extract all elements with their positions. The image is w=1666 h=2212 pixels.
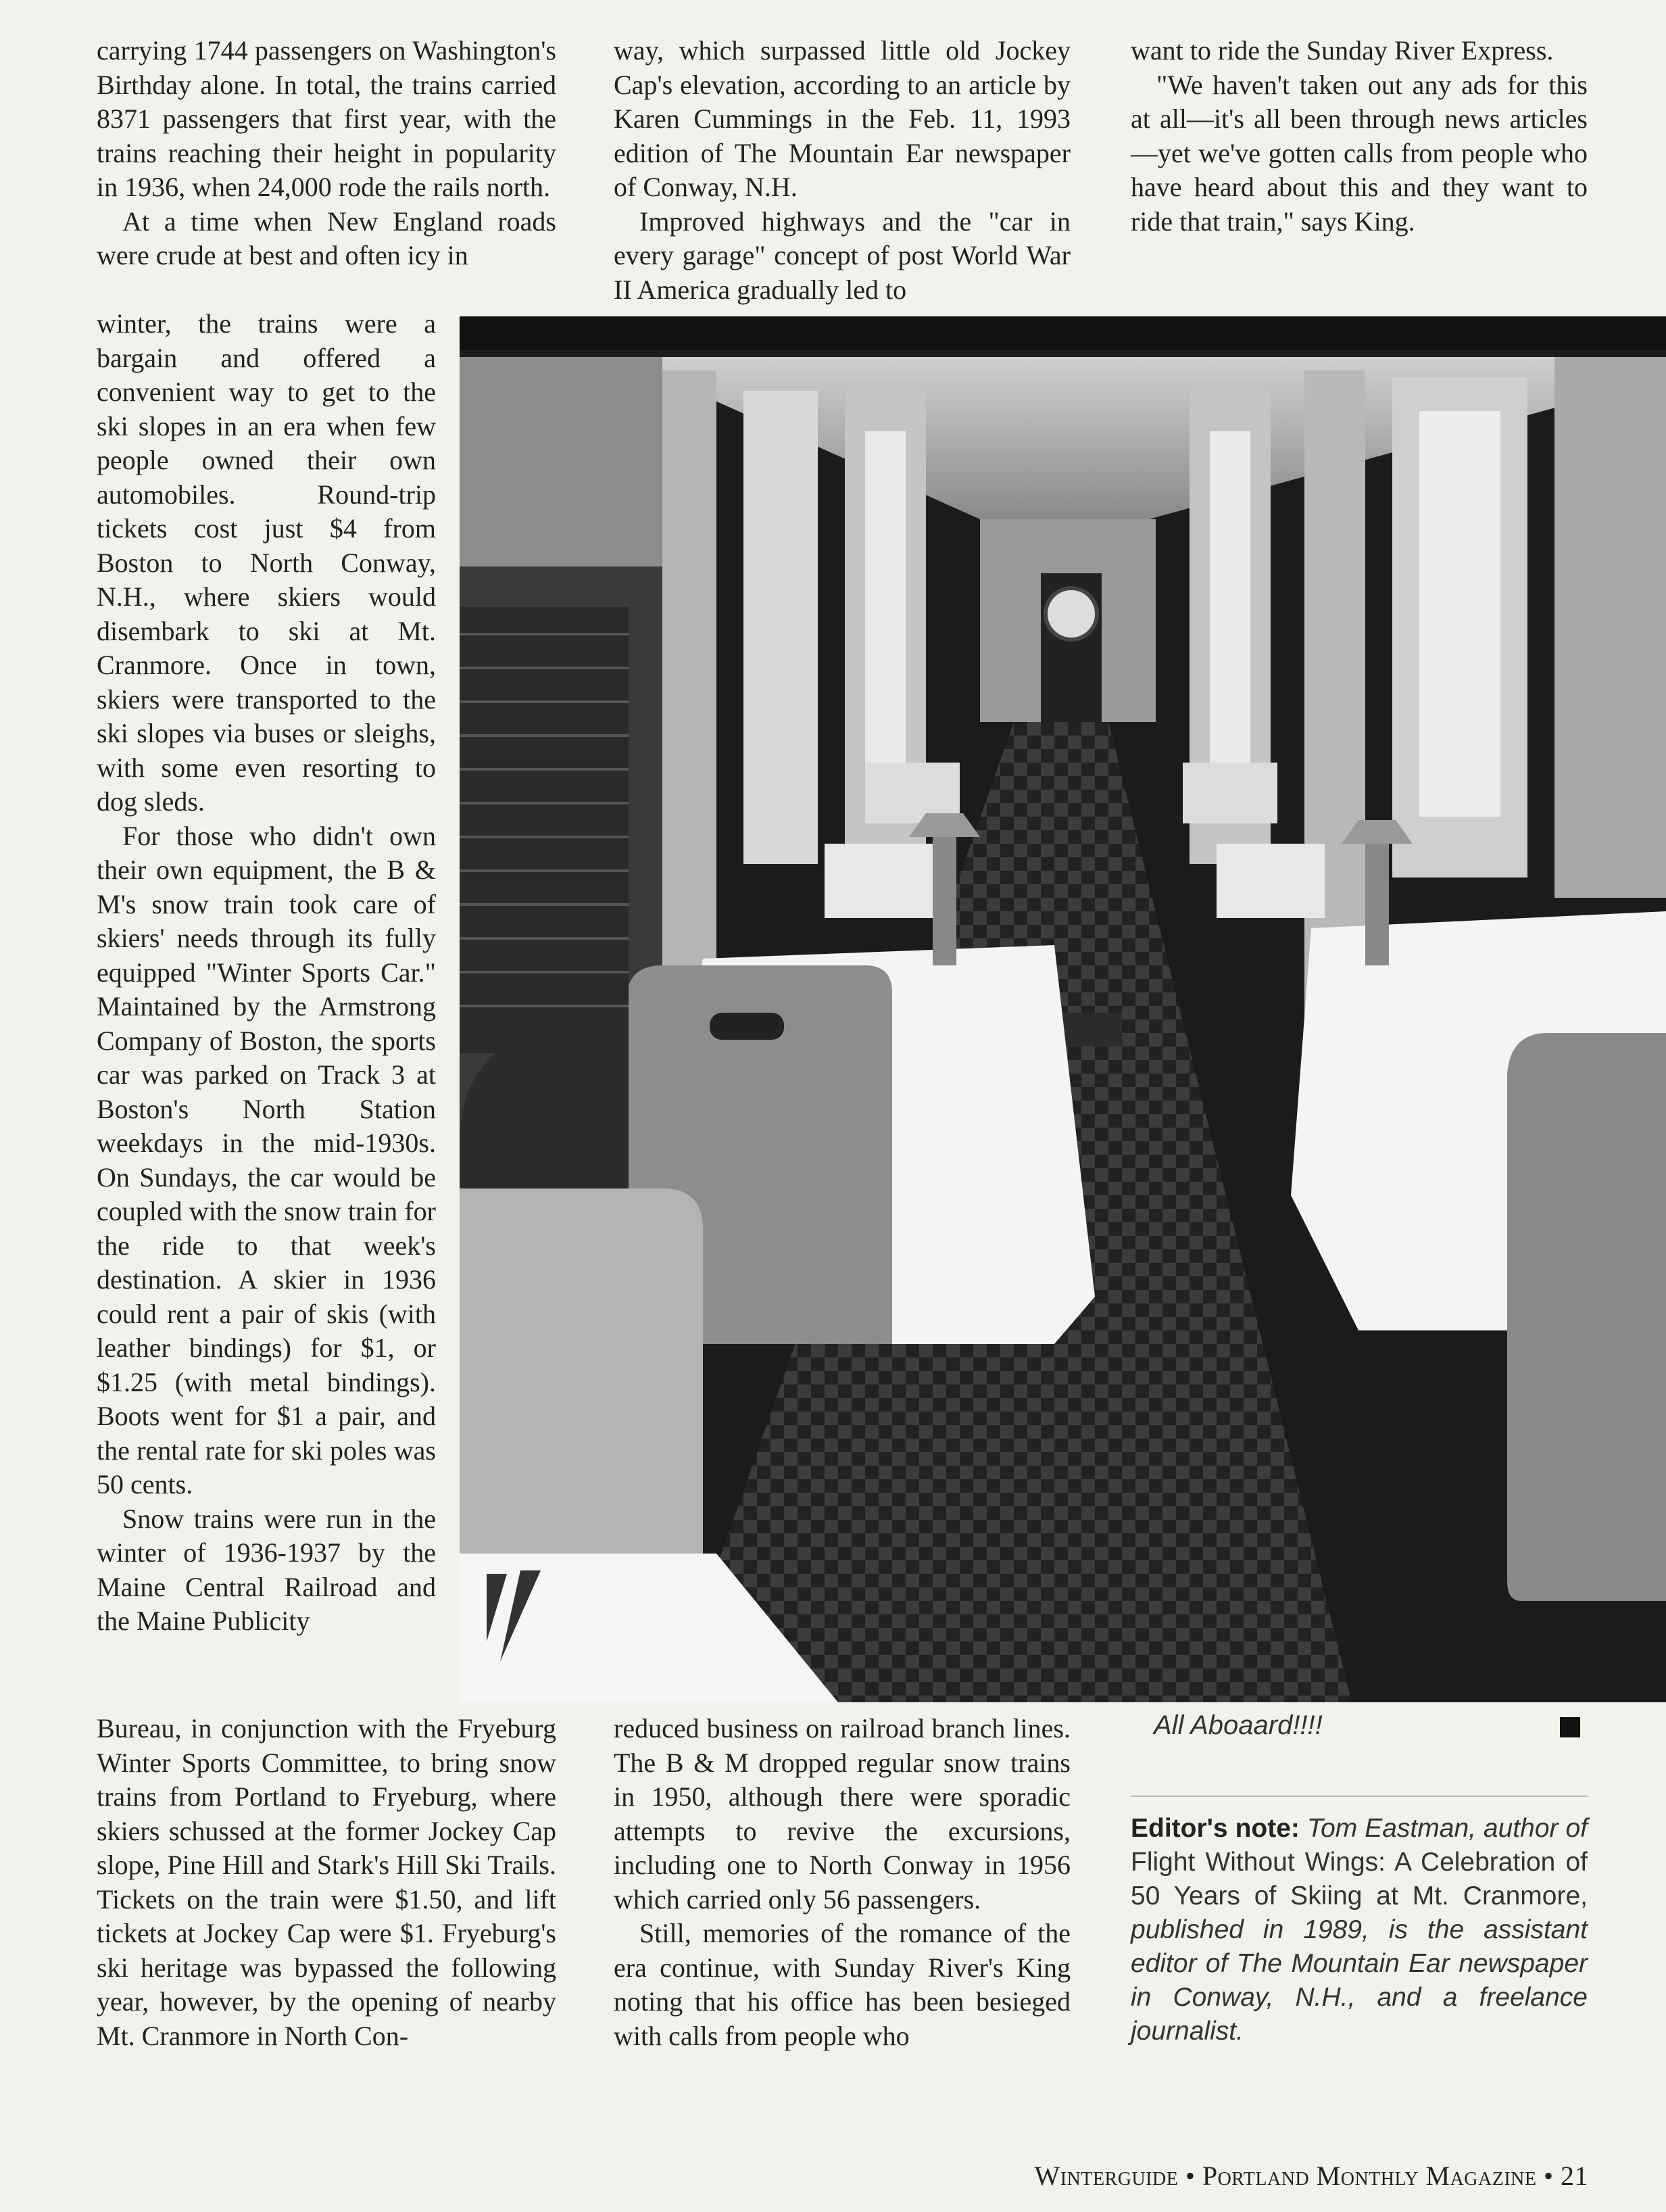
paragraph: Snow trains were run in the winter of 1936-1937 by the Maine Central Railroad and the Maine Publicity	[97, 1503, 436, 1636]
editors-note-label: Editor's note:	[1131, 1814, 1300, 1843]
editors-note-text: Tom Eastman, author of	[1306, 1814, 1588, 1843]
editors-note	[1131, 1812, 1588, 2048]
paragraph: winter, the trains were a bargain and offered a convenient way to get to the ski slopes in an era when few people owned their own automobiles. Round-trip tickets cost just $4 from Boston to North Conway, N.H., where skiers would disembark to ski at Mt. Cranmore. Once in town, skiers were transported to the ski slopes via buses or sleighs, with some even resorting to dog sleds.	[97, 308, 436, 817]
column-1-top	[97, 34, 556, 273]
paragraph-line: At a time when New England roads were crude at best and often icy in	[97, 206, 556, 270]
paragraph: For those who didn't own their own equipment, the B & M's snow train took care of skiers' needs through its fully equipped "Winter Sports Car." Maintained by the Armstrong Company of Boston, the sports car was parked on Track 3 at Boston's North Station weekdays in the mid-1930s. On Sundays, the car would be coupled with the snow train for the ride to that week's destination. A skier in 1936 could rent a pair of skis (with leather bindings) for $1, or $1.25 (with metal bindings). Boots went for $1 a pair, and the rental rate for ski poles was 50 cents.	[97, 820, 436, 1499]
paragraph: Still, memories of the romance of the era continue, with Sunday River's King noting that his office has been besieged with calls from people who	[614, 1918, 1071, 2051]
paragraph: way, which surpassed little old Jockey Cap's elevation, according to an article by Karen Cummings in the Feb. 11, 1993 edition of The Mountain Ear newspaper of Conway, N.H.	[614, 35, 1071, 202]
page-footer: Winterguide • Portland Monthly Magazine • 21	[1034, 2161, 1588, 2191]
column-1-narrow	[97, 307, 436, 1639]
book-title: Flight Without Wings: A Celebration of 50 Years of Skiing at Mt. Cranmore,	[1131, 1848, 1588, 1910]
end-of-article-mark	[1560, 1717, 1580, 1737]
column-2-top	[614, 34, 1071, 307]
divider	[1131, 1796, 1588, 1797]
paragraph: Improved highways and the "car in every garage" concept of post World War II America gradually led to	[614, 206, 1071, 305]
dining-car-illustration	[460, 316, 1666, 1702]
photo-caption: All Aboaard!!!!	[1154, 1710, 1323, 1740]
dining-car-photo	[460, 316, 1666, 1702]
column-2-bottom	[614, 1712, 1071, 2053]
paragraph: "We haven't taken out any ads for this at all—it's all been through news articles—yet we've gotten calls from people who have heard about this and they want to ride that train," says King.	[1131, 69, 1588, 237]
paragraph: reduced business on railroad branch lines. The B & M dropped regular snow trains in 1950, although there were sporadic attempts to revive the excursions, including one to North Conway in 1956 which carried only 56 passengers.	[614, 1713, 1071, 1915]
paragraph: want to ride the Sunday River Express.	[1131, 35, 1554, 66]
paragraph: Bureau, in conjunction with the Fryeburg Winter Sports Committee, to bring snow trains from Portland to Fryeburg, where skiers schussed at the former Jockey Cap slope, Pine Hill and Stark's Hill Ski Trails. Tickets on the train were $1.50, and lift tickets at Jockey Cap were $1. Fryeburg's ski heritage was bypassed the following year, however, by the opening of nearby Mt. Cranmore in North Con-	[97, 1713, 556, 2051]
column-3-top	[1131, 34, 1588, 239]
editors-note-text: published in 1989, is the assistant editor of The Mountain Ear newspaper in Conway, N.H., and a freelance journalist.	[1131, 1915, 1588, 2046]
paragraph: carrying 1744 passengers on Washington's Birthday alone. In total, the trains carried 8371 passengers that first year, with the trains reaching their height in popularity in 1936, when 24,000 rode the rails north.	[97, 35, 556, 202]
column-1-bottom	[97, 1712, 556, 2053]
